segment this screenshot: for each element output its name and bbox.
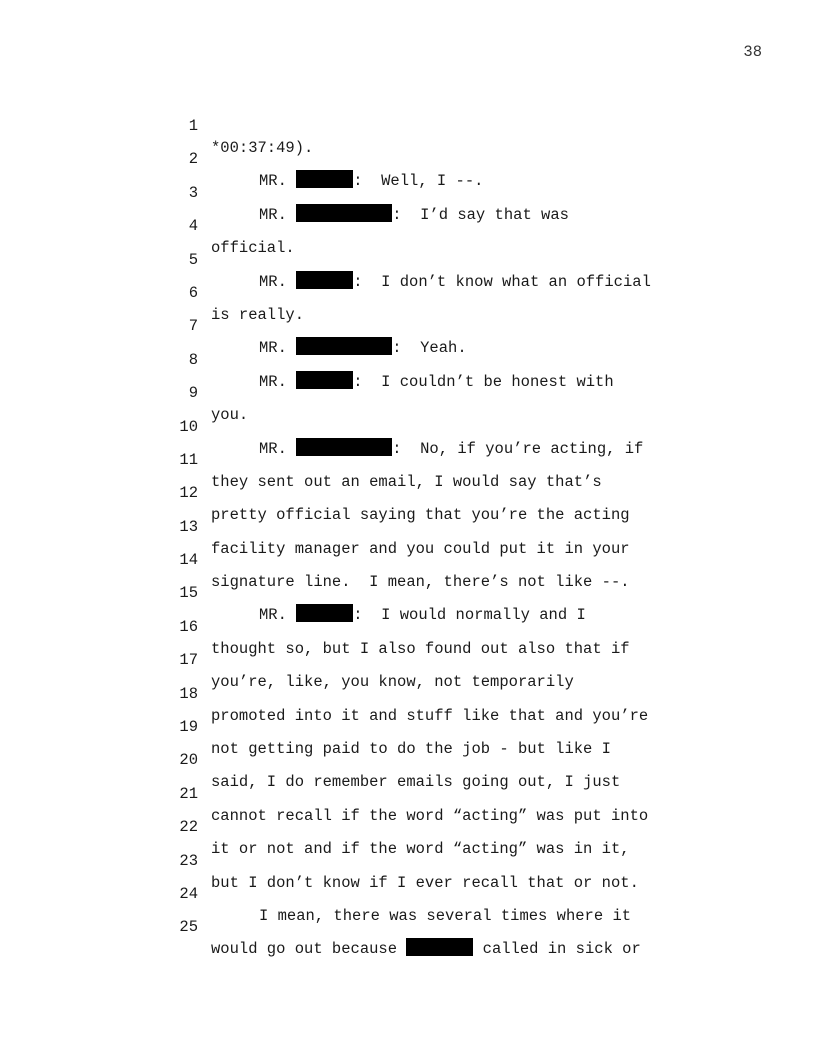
line-text: is really. xyxy=(211,305,305,324)
line-number: 2 xyxy=(188,150,198,169)
line-text: *00:37:49). xyxy=(211,139,314,157)
transcript-line xyxy=(168,427,728,491)
line-number: 1 xyxy=(188,117,198,135)
line-number: 3 xyxy=(188,183,198,202)
line-number: 21 xyxy=(179,784,198,803)
line-number: 19 xyxy=(179,718,198,737)
page-number: 38 xyxy=(743,43,762,61)
line-text: said, I do remember emails going out, I just xyxy=(211,773,621,792)
transcript-line xyxy=(168,327,728,391)
line-number: 10 xyxy=(179,417,198,436)
transcript-line xyxy=(168,360,728,425)
line-number: 22 xyxy=(179,818,198,837)
transcript-line xyxy=(168,828,728,892)
line-number: 17 xyxy=(179,651,198,670)
speaker-prefix: MR. xyxy=(259,172,297,191)
speaker-line xyxy=(211,938,641,960)
line-text-suffix: called in sick or xyxy=(473,940,641,959)
line-text: you’re, like, you know, not temporarily xyxy=(211,673,574,692)
speaker-prefix: MR. xyxy=(259,372,297,391)
speaker-text: : Yeah. xyxy=(392,339,467,358)
line-number: 9 xyxy=(188,384,198,403)
transcript-line xyxy=(168,293,728,358)
transcript-line xyxy=(168,694,728,759)
transcript-line xyxy=(168,761,728,825)
line-text: signature line. I mean, there’s not like --. xyxy=(211,573,630,592)
transcript-body xyxy=(168,93,728,959)
transcript-line xyxy=(168,861,728,925)
transcript-line xyxy=(168,661,728,725)
line-number: 12 xyxy=(179,484,198,503)
speaker-text: : No, if you’re acting, if xyxy=(392,439,644,458)
line-number: 23 xyxy=(179,851,198,870)
line-text: not getting paid to do the job - but like I xyxy=(211,740,611,759)
speaker-prefix: MR. xyxy=(259,439,297,458)
line-text: official. xyxy=(211,239,295,258)
line-number: 8 xyxy=(188,350,198,369)
line-text: you. xyxy=(211,406,249,425)
line-text: I mean, there was several times where it xyxy=(259,906,632,925)
speaker-prefix: MR. xyxy=(259,272,297,291)
line-text: but I don’t know if I ever recall that or not. xyxy=(211,873,639,892)
speaker-text: : I don’t know what an official xyxy=(353,272,651,291)
transcript-line xyxy=(168,494,728,558)
speaker-text: : Well, I --. xyxy=(353,172,484,191)
transcript-line xyxy=(168,126,728,191)
speaker-prefix: MR. xyxy=(259,339,297,358)
speaker-prefix: MR. xyxy=(259,606,297,625)
transcript-line xyxy=(168,894,728,959)
line-number: 15 xyxy=(179,584,198,603)
transcript-line xyxy=(168,394,728,458)
line-number: 24 xyxy=(179,884,198,903)
transcript-line xyxy=(168,160,728,224)
line-text: facility manager and you could put it in your xyxy=(211,539,630,558)
line-text: it or not and if the word “acting” was in it, xyxy=(211,840,630,859)
redacted-name xyxy=(406,938,473,956)
transcript-line xyxy=(168,460,728,525)
transcript-line xyxy=(168,193,728,258)
line-text: promoted into it and stuff like that and you’re xyxy=(211,706,649,725)
transcript-line xyxy=(168,594,728,658)
speaker-prefix: MR. xyxy=(259,205,297,224)
line-text: thought so, but I also found out also that if xyxy=(211,639,630,658)
line-number: 7 xyxy=(188,317,198,336)
transcript-line xyxy=(168,727,728,792)
speaker-text: : I couldn’t be honest with xyxy=(353,372,614,391)
line-number: 5 xyxy=(188,250,198,269)
line-number: 25 xyxy=(179,918,198,937)
transcript-line xyxy=(168,627,728,692)
line-text-prefix: would go out because xyxy=(211,940,407,959)
speaker-text: : I would normally and I xyxy=(353,606,586,625)
transcript-line xyxy=(168,560,728,625)
line-number: 11 xyxy=(179,450,198,469)
line-text: they sent out an email, I would say that’s xyxy=(211,472,602,491)
line-number: 13 xyxy=(179,517,198,536)
line-text: pretty official saying that you’re the acting xyxy=(211,506,630,525)
line-text: cannot recall if the word “acting” was put into xyxy=(211,806,649,825)
line-number: 18 xyxy=(179,684,198,703)
transcript-line xyxy=(168,260,728,324)
transcript-line xyxy=(168,227,728,291)
line-number: 6 xyxy=(188,283,198,302)
speaker-text: : I’d say that was xyxy=(392,205,569,224)
line-number: 20 xyxy=(179,751,198,770)
line-number: 16 xyxy=(179,617,198,636)
transcript-line xyxy=(168,794,728,859)
transcript-line xyxy=(168,527,728,592)
transcript-line xyxy=(168,93,728,157)
line-number: 4 xyxy=(188,217,198,236)
line-number: 14 xyxy=(179,551,198,570)
